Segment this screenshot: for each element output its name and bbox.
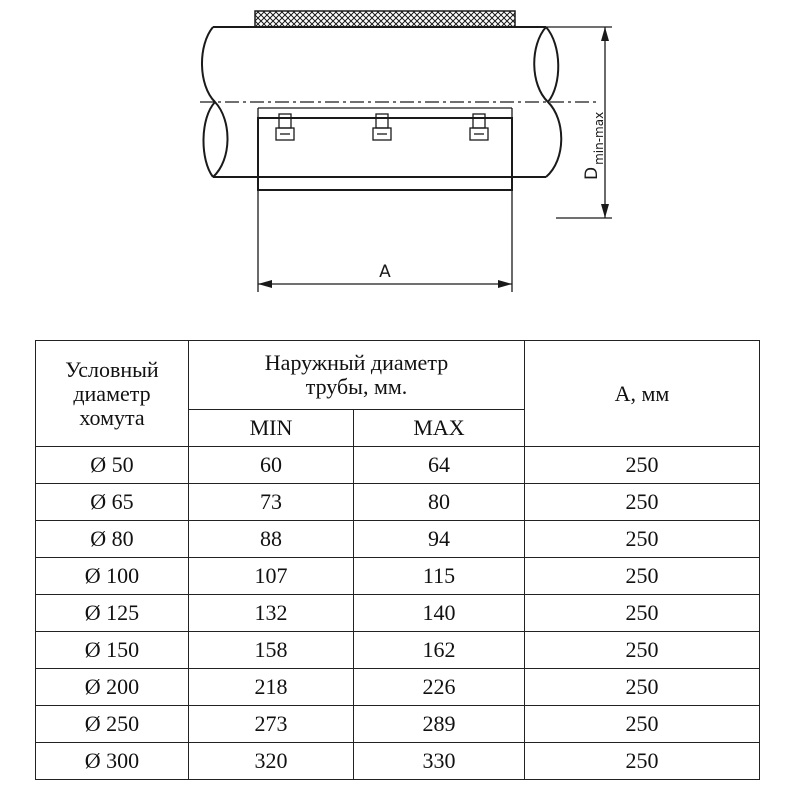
cell-nominal-diameter: Ø 250 <box>36 706 189 743</box>
cell-max-diameter: 226 <box>354 669 525 706</box>
gasket-strip <box>255 11 515 27</box>
dimension-d-label: $D_{min-max}$ <box>582 111 606 180</box>
cell-length-a: 250 <box>525 595 760 632</box>
cell-min-diameter: 60 <box>189 447 354 484</box>
table-row <box>36 632 760 669</box>
table-row <box>36 743 760 780</box>
cell-max-diameter: 94 <box>354 521 525 558</box>
cell-min-diameter: 132 <box>189 595 354 632</box>
cell-max-diameter: 140 <box>354 595 525 632</box>
cell-nominal-diameter: Ø 80 <box>36 521 189 558</box>
cell-nominal-diameter: Ø 125 <box>36 595 189 632</box>
table-row <box>36 706 760 743</box>
cell-length-a: 250 <box>525 521 760 558</box>
cell-max-diameter: 115 <box>354 558 525 595</box>
cell-min-diameter: 158 <box>189 632 354 669</box>
header-length-a: A, мм <box>525 341 760 447</box>
cell-min-diameter: 273 <box>189 706 354 743</box>
cell-nominal-diameter: Ø 150 <box>36 632 189 669</box>
table-row <box>36 558 760 595</box>
cell-min-diameter: 88 <box>189 521 354 558</box>
cell-length-a: 250 <box>525 632 760 669</box>
cell-nominal-diameter: Ø 65 <box>36 484 189 521</box>
clamp-technical-drawing <box>0 0 800 310</box>
table-row <box>36 669 760 706</box>
table-row <box>36 521 760 558</box>
cell-length-a: 250 <box>525 484 760 521</box>
cell-nominal-diameter: Ø 200 <box>36 669 189 706</box>
header-outer-diameter: Наружный диаметр трубы, мм. <box>189 341 525 410</box>
table-row <box>36 447 760 484</box>
cell-min-diameter: 107 <box>189 558 354 595</box>
cell-max-diameter: 330 <box>354 743 525 780</box>
dimension-a <box>258 190 512 292</box>
table-row <box>36 595 760 632</box>
spec-table <box>35 340 760 780</box>
cell-min-diameter: 73 <box>189 484 354 521</box>
header-max: MAX <box>354 410 525 447</box>
cell-nominal-diameter: Ø 300 <box>36 743 189 780</box>
header-min: MIN <box>189 410 354 447</box>
cell-max-diameter: 162 <box>354 632 525 669</box>
dimension-d <box>546 27 612 218</box>
cell-length-a: 250 <box>525 669 760 706</box>
cell-length-a: 250 <box>525 743 760 780</box>
cell-min-diameter: 320 <box>189 743 354 780</box>
cell-length-a: 250 <box>525 447 760 484</box>
header-nominal-diameter: Условный диаметр хомута <box>36 341 189 447</box>
cell-length-a: 250 <box>525 558 760 595</box>
table-row <box>36 484 760 521</box>
dimension-a-label: A <box>379 262 391 282</box>
cell-max-diameter: 289 <box>354 706 525 743</box>
cell-max-diameter: 80 <box>354 484 525 521</box>
cell-min-diameter: 218 <box>189 669 354 706</box>
cell-length-a: 250 <box>525 706 760 743</box>
cell-max-diameter: 64 <box>354 447 525 484</box>
cell-nominal-diameter: Ø 50 <box>36 447 189 484</box>
cell-nominal-diameter: Ø 100 <box>36 558 189 595</box>
